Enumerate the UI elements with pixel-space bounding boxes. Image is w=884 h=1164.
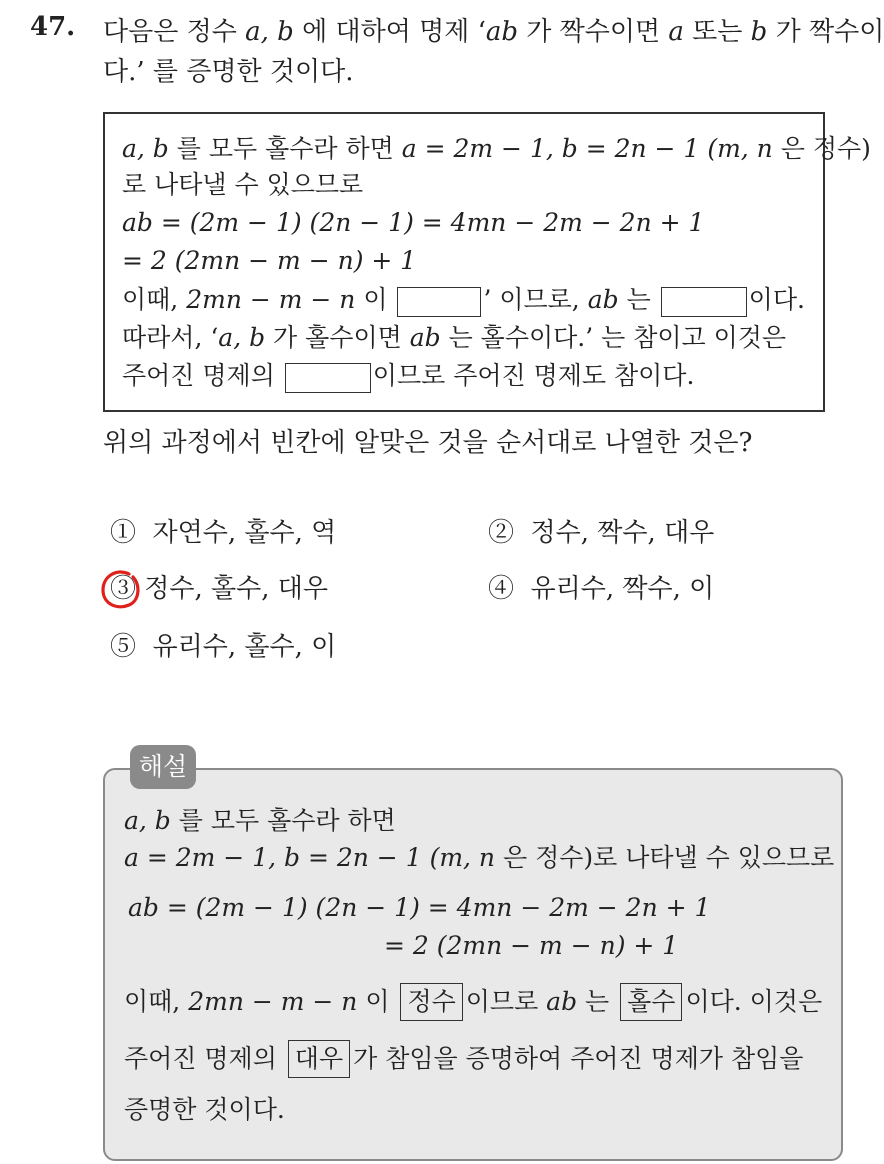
- solution-line-6: 주어진 명제의 대우 가 참임을 증명하여 주어진 명제가 참임을: [124, 1039, 803, 1079]
- proof-line-7: 주어진 명제의 이므로 주어진 명제도 참이다.: [122, 356, 694, 396]
- question-stem-line2: 다.’ 를 증명한 것이다.: [103, 57, 354, 87]
- proof-line-5: 이때, 2mn − m − n 이 ’ 이므로, ab 는 이다.: [122, 280, 805, 320]
- solution-tag: 해설: [130, 745, 196, 789]
- solution-line-2: a = 2m − 1, b = 2n − 1 (m, n 은 정수)로 나타낼 수 있으므로: [124, 843, 835, 872]
- question-prompt: 위의 과정에서 빈칸에 알맞은 것을 순서대로 나열한 것은?: [103, 428, 753, 458]
- solution-line-4: = 2 (2mn − m − n) + 1: [384, 931, 679, 960]
- choice-5[interactable]: ⑤ 유리수, 홀수, 이: [110, 632, 337, 662]
- blank-2: [661, 287, 747, 317]
- proof-line-3: ab = (2m − 1) (2n − 1) = 4mn − 2m − 2n + 1: [122, 208, 705, 237]
- answer-box-3: 대우: [288, 1040, 350, 1078]
- question-stem-line1: 다음은 정수 a, b 에 대하여 명제 ‘ab 가 짝수이면 a 또는 b 가 짝수이: [103, 17, 884, 47]
- solution-line-7: 증명한 것이다.: [124, 1095, 285, 1124]
- proof-line-4: = 2 (2mn − m − n) + 1: [122, 246, 417, 275]
- answer-box-2: 홀수: [620, 983, 682, 1021]
- choice-2[interactable]: ② 정수, 짝수, 대우: [488, 518, 715, 548]
- proof-line-1: a, b 를 모두 홀수라 하면 a = 2m − 1, b = 2n − 1 (m, n 은 정수): [122, 134, 871, 163]
- choice-3[interactable]: ③ 정수, 홀수, 대우: [110, 574, 329, 604]
- solution-line-1: a, b 를 모두 홀수라 하면: [124, 806, 396, 835]
- choice-4[interactable]: ④ 유리수, 짝수, 이: [488, 574, 715, 604]
- proof-line-2: 로 나타낼 수 있으므로: [122, 170, 364, 199]
- solution-line-5: 이때, 2mn − m − n 이 정수 이므로 ab 는 홀수 이다. 이것은: [124, 982, 822, 1022]
- blank-3: [285, 363, 371, 393]
- choice-1[interactable]: ① 자연수, 홀수, 역: [110, 518, 337, 548]
- answer-box-1: 정수: [400, 983, 462, 1021]
- blank-1: [397, 287, 481, 317]
- solution-line-3: ab = (2m − 1) (2n − 1) = 4mn − 2m − 2n + 1: [128, 893, 711, 922]
- proof-line-6: 따라서, ‘a, b 가 홀수이면 ab 는 홀수이다.’ 는 참이고 이것은: [122, 323, 787, 352]
- selected-answer-mark: [99, 568, 143, 612]
- question-number: 47.: [30, 12, 76, 42]
